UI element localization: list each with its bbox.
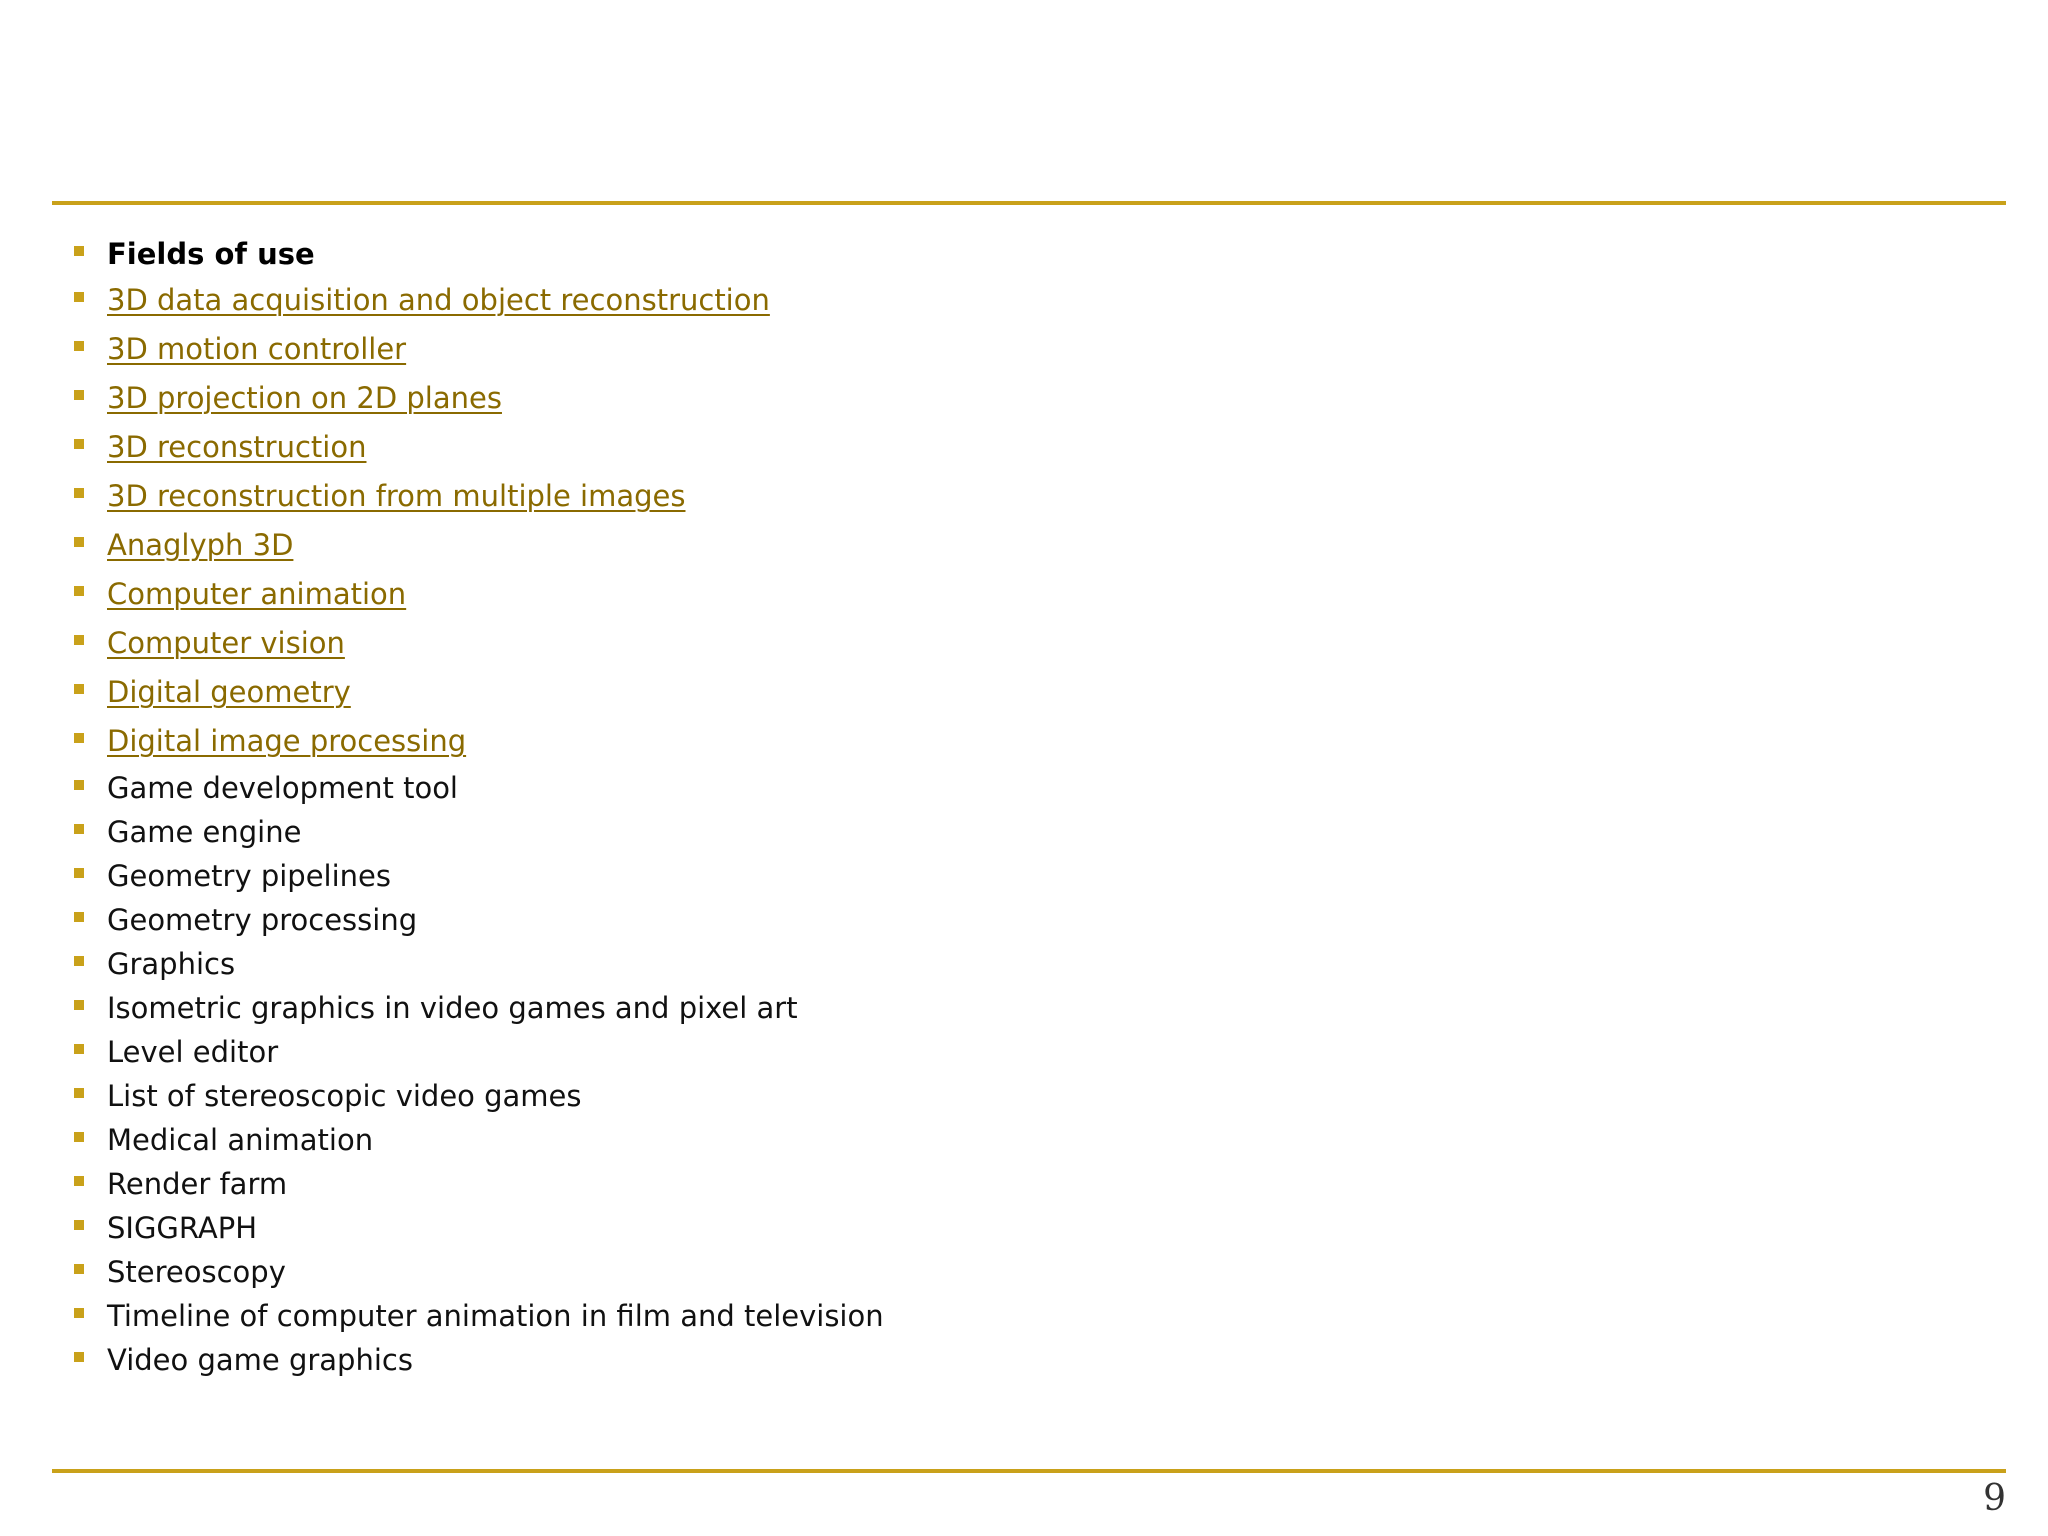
square-bullet-icon [74, 1264, 84, 1274]
bullet-list [0, 232, 2048, 1382]
list-item [0, 423, 2048, 472]
list-item [0, 1294, 2048, 1338]
list-item-text: Geometry processing [107, 903, 418, 937]
square-bullet-icon [74, 684, 84, 694]
list-item [0, 374, 2048, 423]
square-bullet-icon [74, 292, 84, 302]
link-3d-motion-controller[interactable]: 3D motion controller [107, 332, 407, 366]
link-3d-reconstruction-multiple-images[interactable]: 3D reconstruction from multiple images [107, 479, 686, 513]
list-item-text: Medical animation [107, 1123, 374, 1157]
square-bullet-icon [74, 912, 84, 922]
square-bullet-icon [74, 1000, 84, 1010]
bottom-divider [52, 1469, 2006, 1473]
list-item-text: Graphics [107, 947, 236, 981]
list-item-text: Stereoscopy [107, 1255, 286, 1289]
list-item [0, 810, 2048, 854]
list-item [0, 570, 2048, 619]
square-bullet-icon [74, 246, 84, 256]
list-item [0, 717, 2048, 766]
list-item [0, 232, 2048, 276]
list-item [0, 1250, 2048, 1294]
list-item-text: SIGGRAPH [107, 1211, 258, 1245]
list-item-text: Render farm [107, 1167, 288, 1201]
list-item [0, 276, 2048, 325]
list-item [0, 1206, 2048, 1250]
list-item-text: List of stereoscopic video games [107, 1079, 582, 1113]
list-item [0, 942, 2048, 986]
list-item [0, 766, 2048, 810]
link-3d-data-acquisition[interactable]: 3D data acquisition and object reconstruction [107, 283, 770, 317]
square-bullet-icon [74, 341, 84, 351]
top-divider [52, 201, 2006, 205]
link-digital-geometry[interactable]: Digital geometry [107, 675, 351, 709]
list-item [0, 1030, 2048, 1074]
list-item-text: Isometric graphics in video games and pixel art [107, 991, 798, 1025]
square-bullet-icon [74, 1352, 84, 1362]
square-bullet-icon [74, 1220, 84, 1230]
square-bullet-icon [74, 868, 84, 878]
list-item [0, 619, 2048, 668]
link-digital-image-processing[interactable]: Digital image processing [107, 724, 467, 758]
square-bullet-icon [74, 1308, 84, 1318]
square-bullet-icon [74, 390, 84, 400]
square-bullet-icon [74, 439, 84, 449]
link-3d-reconstruction[interactable]: 3D reconstruction [107, 430, 367, 464]
page-number: 9 [1983, 1478, 2006, 1519]
list-item [0, 325, 2048, 374]
link-computer-animation[interactable]: Computer animation [107, 577, 407, 611]
list-item [0, 1338, 2048, 1382]
list-item [0, 854, 2048, 898]
list-item [0, 1162, 2048, 1206]
list-item-text: Level editor [107, 1035, 279, 1069]
square-bullet-icon [74, 1044, 84, 1054]
link-3d-projection[interactable]: 3D projection on 2D planes [107, 381, 502, 415]
square-bullet-icon [74, 733, 84, 743]
link-anaglyph-3d[interactable]: Anaglyph 3D [107, 528, 294, 562]
square-bullet-icon [74, 586, 84, 596]
square-bullet-icon [74, 1176, 84, 1186]
list-heading: Fields of use [107, 237, 315, 271]
list-item-text: Game development tool [107, 771, 458, 805]
square-bullet-icon [74, 780, 84, 790]
list-item [0, 472, 2048, 521]
list-item [0, 1118, 2048, 1162]
list-item [0, 521, 2048, 570]
list-item-text: Game engine [107, 815, 302, 849]
square-bullet-icon [74, 824, 84, 834]
square-bullet-icon [74, 1088, 84, 1098]
list-item [0, 1074, 2048, 1118]
list-item-text: Timeline of computer animation in film and television [107, 1299, 884, 1333]
list-item [0, 668, 2048, 717]
square-bullet-icon [74, 488, 84, 498]
list-item-text: Video game graphics [107, 1343, 413, 1377]
link-computer-vision[interactable]: Computer vision [107, 626, 345, 660]
square-bullet-icon [74, 537, 84, 547]
square-bullet-icon [74, 1132, 84, 1142]
list-item [0, 986, 2048, 1030]
square-bullet-icon [74, 956, 84, 966]
list-item [0, 898, 2048, 942]
square-bullet-icon [74, 635, 84, 645]
list-item-text: Geometry pipelines [107, 859, 391, 893]
